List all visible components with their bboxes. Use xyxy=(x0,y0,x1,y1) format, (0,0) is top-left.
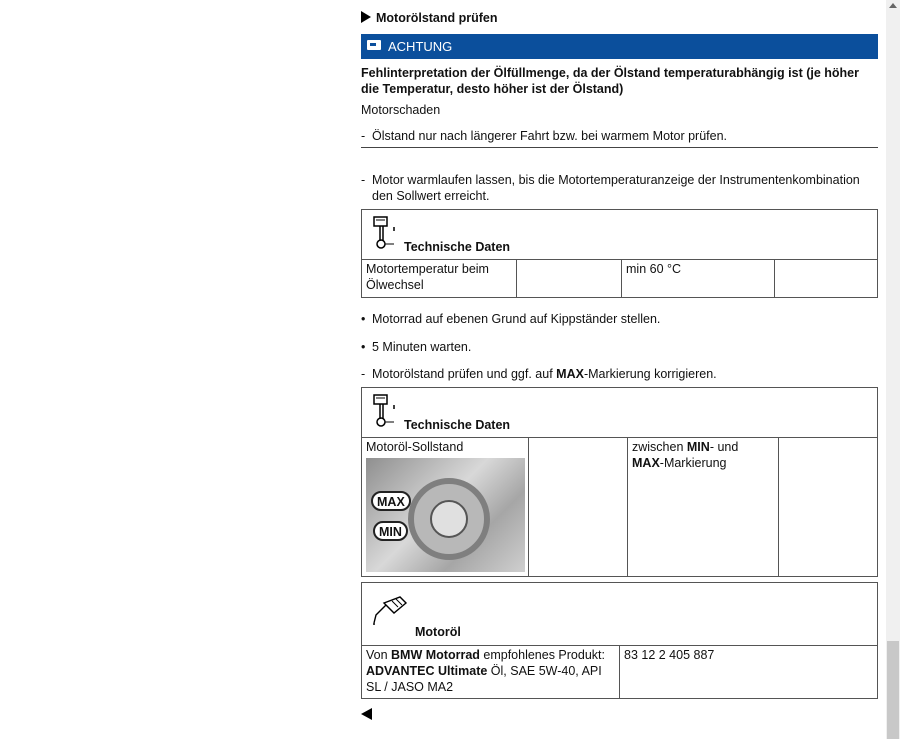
engine-piston-icon xyxy=(372,215,398,249)
scrollbar-thumb[interactable] xyxy=(887,641,899,739)
warning-label: ACHTUNG xyxy=(388,39,453,54)
tech-data-title: Technische Daten xyxy=(404,240,511,254)
step-check: - Motorölstand prüfen und ggf. auf MAX-Markierung korrigieren. xyxy=(361,367,717,381)
warning-measure: - Ölstand nur nach längerer Fahrt bzw. bei warmem Motor prüfen. xyxy=(361,129,728,143)
tech-data-header xyxy=(362,210,877,260)
table-cell-empty xyxy=(529,437,628,576)
section-arrow-icon xyxy=(361,11,371,23)
dash-icon: - xyxy=(361,173,366,187)
engine-piston-icon xyxy=(372,393,398,427)
section-end-arrow-icon xyxy=(361,708,372,720)
vertical-scrollbar[interactable] xyxy=(886,0,900,739)
engine-oil-header xyxy=(362,583,877,646)
step-warmup: - Motor warmlaufen lassen, bis die Motortemperaturanzeige der Instrumentenkombination den Sollwert erreicht. xyxy=(361,173,860,203)
warning-banner xyxy=(361,34,878,59)
dash-icon: - xyxy=(361,367,366,381)
section-heading: Motorölstand prüfen xyxy=(361,11,498,25)
step-stand: • Motorrad auf ebenen Grund auf Kippständer stellen. xyxy=(361,312,661,326)
engine-oil-title: Motoröl xyxy=(415,625,461,639)
engine-oil-description: Von BMW Motorrad empfohlenes Produkt: ADVANTEC Ultimate Öl, SAE 5W-40, API SL / JASO MA2 xyxy=(362,645,620,698)
scroll-up-icon[interactable] xyxy=(889,3,897,8)
sight-glass-window xyxy=(430,500,468,538)
tech-data-title: Technische Daten xyxy=(404,418,511,432)
tech-data-table-2 xyxy=(361,387,878,577)
tech-data-header xyxy=(362,388,877,438)
table-cell-param: Motortemperatur beim Ölwechsel xyxy=(362,259,517,297)
max-marker-label: MAX xyxy=(371,491,411,511)
table-cell-empty xyxy=(779,437,877,576)
param-label: Motoröl-Sollstand xyxy=(366,440,464,454)
tech-data-table-1 xyxy=(361,209,878,298)
warning-cause: Fehlinterpretation der Ölfüllmenge, da der Ölstand temperaturabhängig ist (je höher die Temperatur, desto höher ist der Ölstand) xyxy=(361,66,859,96)
dot-icon: • xyxy=(361,312,366,326)
engine-oil-part-number: 83 12 2 405 887 xyxy=(624,648,715,662)
oil-can-icon xyxy=(370,595,410,625)
dash-icon: - xyxy=(361,129,366,143)
warning-result: Motorschaden xyxy=(361,103,441,117)
engine-oil-table xyxy=(361,582,878,699)
warning-symbol-icon xyxy=(367,40,381,50)
table-cell-value: min 60 °C xyxy=(622,259,775,297)
table-cell-value: zwischen MIN- und MAX-Markierung xyxy=(628,437,779,576)
dot-icon: • xyxy=(361,340,366,354)
min-marker-label: MIN xyxy=(373,521,408,541)
table-cell-param xyxy=(362,437,529,576)
oil-sight-glass-photo xyxy=(366,458,525,572)
warning-end-rule xyxy=(361,147,878,148)
table-cell-empty xyxy=(517,259,622,297)
step-wait: • 5 Minuten warten. xyxy=(361,340,472,354)
table-cell-empty xyxy=(775,259,877,297)
